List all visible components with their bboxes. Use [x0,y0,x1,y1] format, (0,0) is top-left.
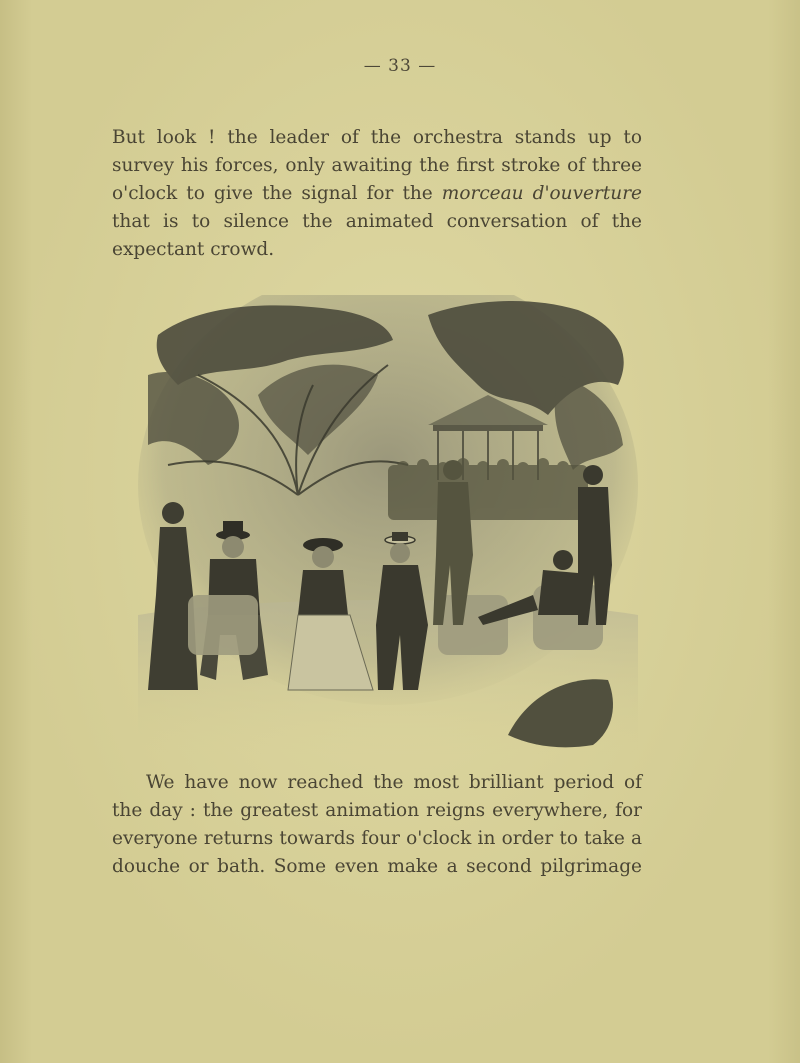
text-line: everyone returns towards four o'clock in order to take a [112,828,642,849]
distant-crowd [388,458,588,520]
page-number: — 33 — [363,56,437,76]
text-line: the day : the greatest animation reigns everywhere, for [112,800,642,821]
text-line-start: o'clock to give the signal for the [112,183,442,204]
text-line: But look ! the leader of the orchestra stands up to [112,127,642,148]
italic-phrase: morceau d'ouverture [441,183,642,204]
text-line: that is to silence the animated conversation of the [112,211,642,232]
paragraph-orchestra [112,124,642,264]
park-crowd-illustration [138,295,638,755]
text-line: douche or bath. Some even make a second pilgrimage [112,856,642,877]
paragraph-brilliant-period [112,769,642,881]
text-line [112,180,642,208]
text-line: survey his forces, only awaiting the first stroke of three [112,155,642,176]
text-line: We have now reached the most brilliant period of [146,772,642,793]
text-line: expectant crowd. [112,239,275,260]
